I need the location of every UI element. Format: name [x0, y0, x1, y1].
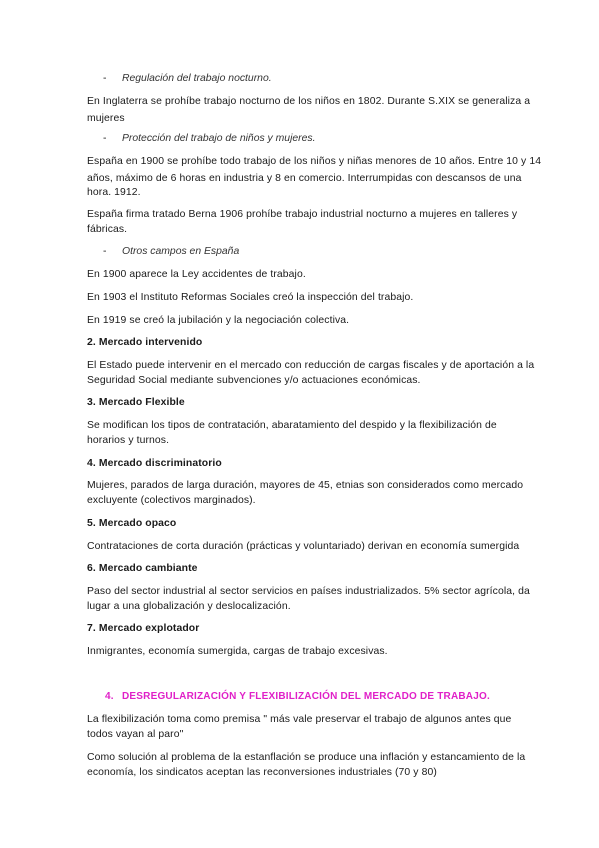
- section-heading: 6. Mercado cambiante: [87, 563, 198, 574]
- section-heading: 4. Mercado discriminatorio: [87, 458, 222, 469]
- paragraph-line: La flexibilización toma como premisa " más vale preservar el trabajo de algunos antes que: [87, 714, 512, 725]
- paragraph-line: El Estado puede intervenir en el mercado con reducción de cargas fiscales y de aportación a la: [87, 360, 535, 371]
- paragraph-line: En Inglaterra se prohíbe trabajo nocturno de los niños en 1802. Durante S.XIX se generaliza a: [87, 96, 531, 107]
- paragraph-line: Inmigrantes, economía sumergida, cargas de trabajo excesivas.: [87, 646, 388, 657]
- bullet-item-other-fields: Otros campos en España: [122, 246, 240, 257]
- major-section-title: DESREGULARIZACIÓN Y FLEXIBILIZACIÓN DEL MERCADO DE TRABAJO.: [122, 691, 490, 702]
- paragraph-line: horarios y turnos.: [87, 435, 170, 446]
- bullet-dash: -: [103, 133, 107, 144]
- paragraph-line: economía, los sindicatos aceptan las reconversiones industriales (70 y 80): [87, 767, 437, 778]
- section-heading: 5. Mercado opaco: [87, 518, 177, 529]
- paragraph-line: Contrataciones de corta duración (prácticas y voluntariado) derivan en economía sumergida: [87, 541, 520, 552]
- major-section-number: 4.: [105, 691, 114, 702]
- paragraph-line: En 1900 aparece la Ley accidentes de trabajo.: [87, 269, 306, 280]
- paragraph-line: Como solución al problema de la estanflación se produce una inflación y estancamiento de la: [87, 752, 526, 763]
- paragraph-line: Paso del sector industrial al sector servicios en países industrializados. 5% sector agrícola, da: [87, 586, 530, 597]
- paragraph-line: años, máximo de 6 horas en industria y 8 en comercio. Interrumpidas con descansos de una: [87, 173, 522, 184]
- paragraph-line: mujeres: [87, 113, 125, 124]
- bullet-item-night-work: Regulación del trabajo nocturno.: [122, 73, 272, 84]
- bullet-dash: -: [103, 73, 107, 84]
- paragraph-line: fábricas.: [87, 224, 128, 235]
- paragraph-line: En 1903 el Instituto Reformas Sociales creó la inspección del trabajo.: [87, 292, 414, 303]
- section-heading: 2. Mercado intervenido: [87, 337, 203, 348]
- section-heading: 3. Mercado Flexible: [87, 397, 185, 408]
- paragraph-line: hora. 1912.: [87, 187, 141, 198]
- paragraph-line: todos vayan al paro": [87, 729, 184, 740]
- bullet-dash: -: [103, 246, 107, 257]
- paragraph-line: Se modifican los tipos de contratación, abaratamiento del despido y la flexibilización de: [87, 420, 497, 431]
- paragraph-line: España firma tratado Berna 1906 prohíbe trabajo industrial nocturno a mujeres en talleres y: [87, 209, 518, 220]
- paragraph-line: Seguridad Social mediante subvenciones y/o actuaciones económicas.: [87, 375, 421, 386]
- paragraph-line: lugar a una globalización y deslocalización.: [87, 601, 291, 612]
- paragraph-line: En 1919 se creó la jubilación y la negociación colectiva.: [87, 315, 350, 326]
- bullet-item-child-women-protection: Protección del trabajo de niños y mujeres.: [122, 133, 316, 144]
- section-heading: 7. Mercado explotador: [87, 623, 200, 634]
- paragraph-line: España en 1900 se prohíbe todo trabajo de los niños y niñas menores de 10 años. Entre 10 y 14: [87, 156, 542, 167]
- paragraph-line: Mujeres, parados de larga duración, mayores de 45, etnias son considerados como mercado: [87, 480, 524, 491]
- paragraph-line: excluyente (colectivos marginados).: [87, 495, 256, 506]
